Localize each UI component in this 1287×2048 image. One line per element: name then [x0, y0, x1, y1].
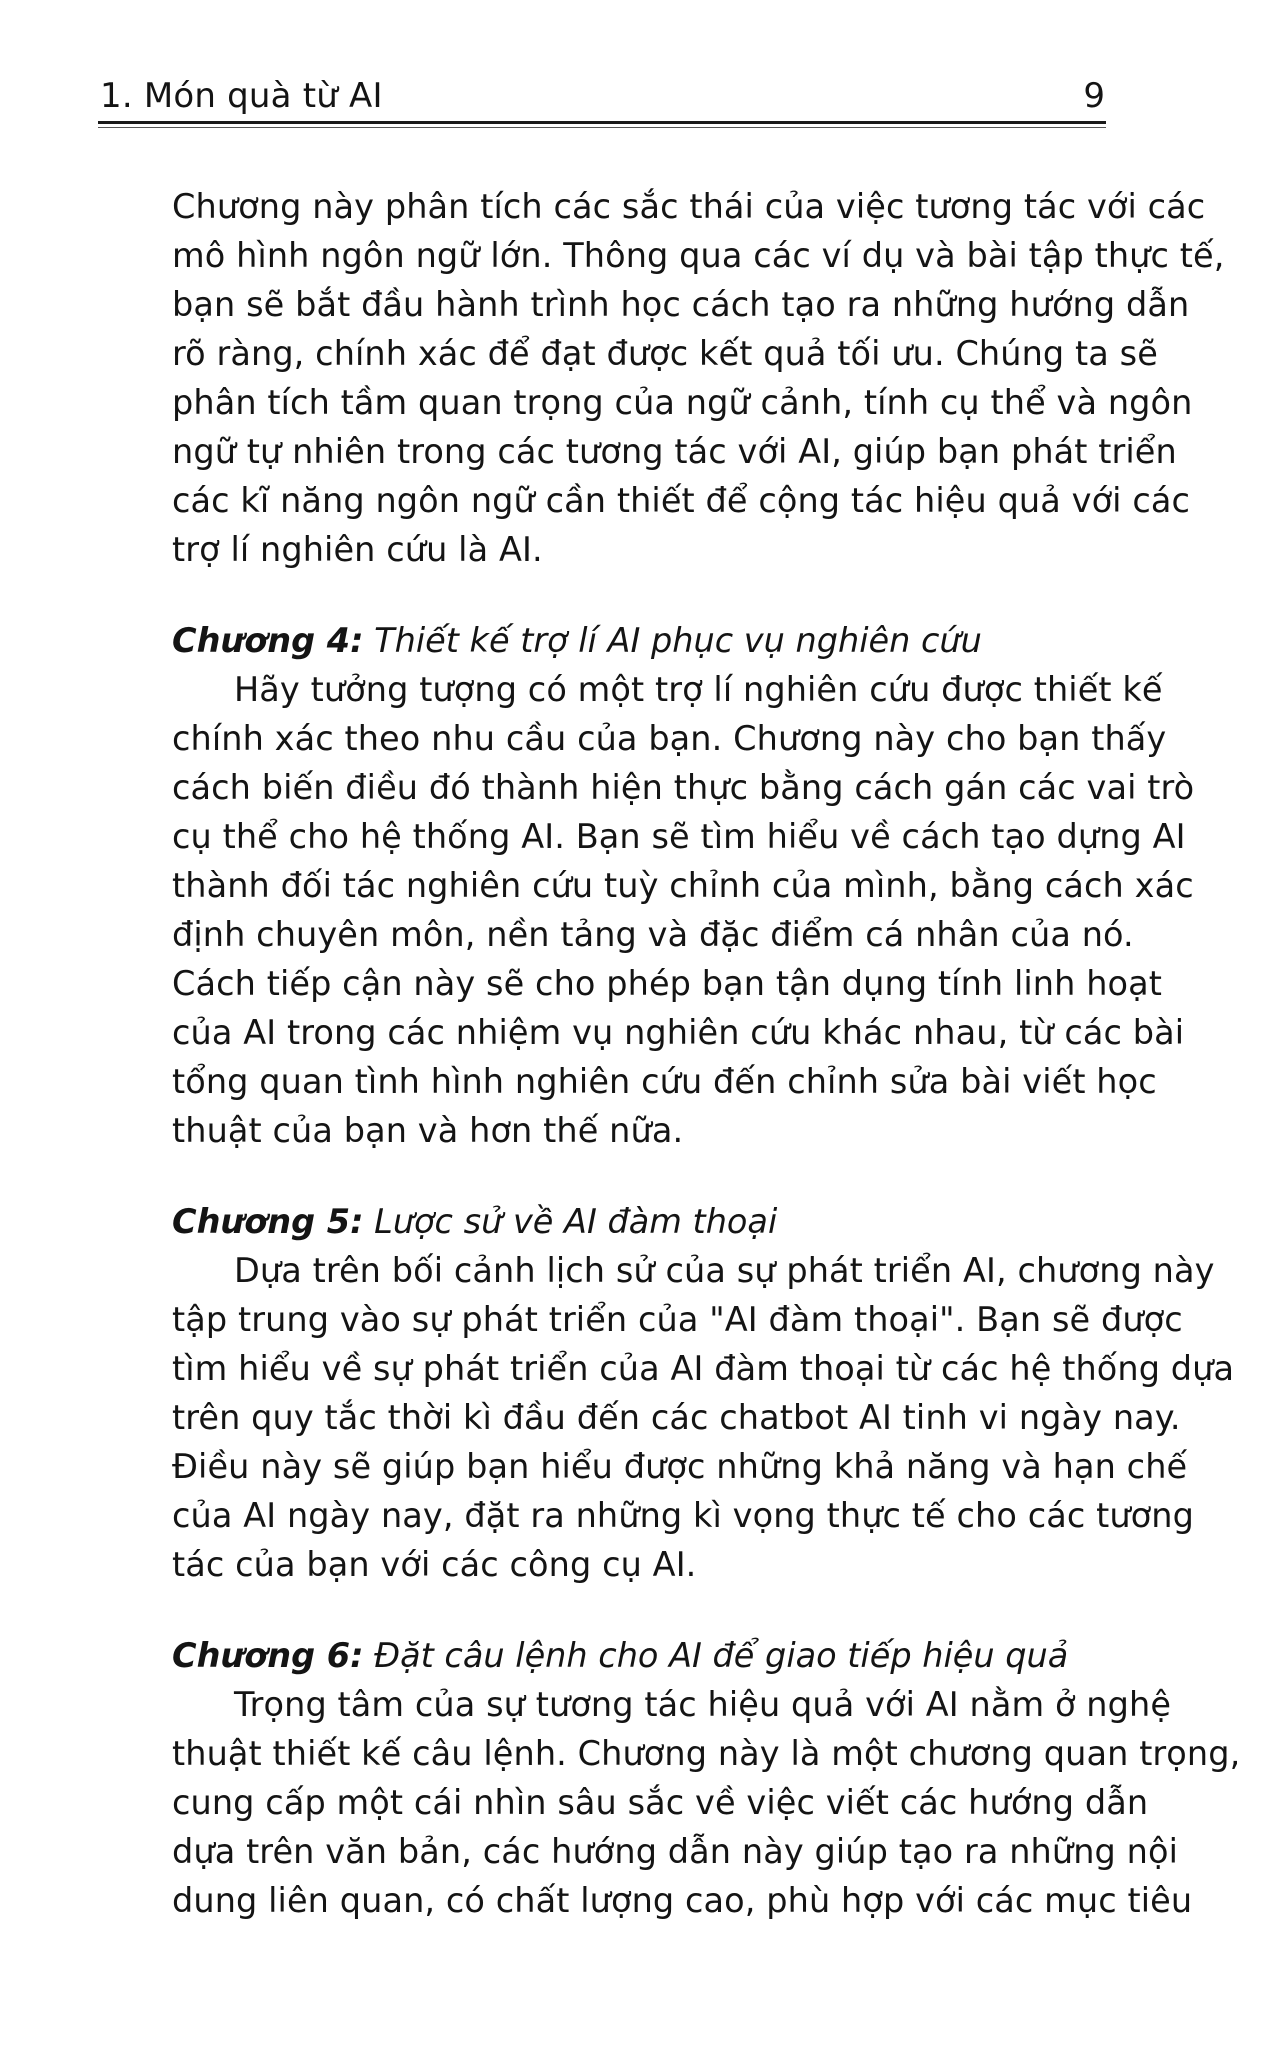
text-line: Chương này phân tích các sắc thái của việc tương tác với các [172, 187, 1206, 226]
chapter-4-paragraph [172, 665, 1195, 1155]
chapter-4-heading [172, 616, 1107, 665]
chapter-6-paragraph [172, 1680, 1241, 1925]
text-line: bạn sẽ bắt đầu hành trình học cách tạo ra những hướng dẫn [172, 285, 1190, 324]
text-line: cách biến điều đó thành hiện thực bằng cách gán các vai trò [172, 768, 1195, 807]
text-line: tác của bạn với các công cụ AI. [172, 1545, 697, 1584]
text-line: thành đối tác nghiên cứu tuỳ chỉnh của mình, bằng cách xác [172, 866, 1194, 905]
text-line: ngữ tự nhiên trong các tương tác với AI, giúp bạn phát triển [172, 432, 1177, 471]
text-line: Điều này sẽ giúp bạn hiểu được những khả năng và hạn chế [172, 1447, 1188, 1486]
text-line: Trọng tâm của sự tương tác hiệu quả với AI nằm ở nghệ [234, 1685, 1172, 1724]
text-line: dung liên quan, có chất lượng cao, phù hợp với các mục tiêu [172, 1881, 1193, 1920]
text-line: mô hình ngôn ngữ lớn. Thông qua các ví dụ và bài tập thực tế, [172, 236, 1225, 275]
text-line: tìm hiểu về sự phát triển của AI đàm thoại từ các hệ thống dựa [172, 1349, 1235, 1388]
text-line: thuật của bạn và hơn thế nữa. [172, 1111, 684, 1150]
text-line: phân tích tầm quan trọng của ngữ cảnh, tính cụ thể và ngôn [172, 383, 1193, 422]
chapter-5-paragraph [172, 1246, 1235, 1589]
text-line: tập trung vào sự phát triển của "AI đàm thoại". Bạn sẽ được [172, 1300, 1183, 1339]
text-line: cụ thể cho hệ thống AI. Bạn sẽ tìm hiểu về cách tạo dựng AI [172, 817, 1186, 856]
text-line: trên quy tắc thời kì đầu đến các chatbot AI tinh vi ngày nay. [172, 1398, 1181, 1437]
chapter-title: 1. Món quà từ AI [100, 76, 383, 116]
text-line: của AI trong các nhiệm vụ nghiên cứu khác nhau, từ các bài [172, 1013, 1185, 1052]
chapter-5-heading [172, 1197, 1107, 1246]
chapter-6-title: Đặt câu lệnh cho AI để giao tiếp hiệu quả [374, 1636, 1069, 1675]
intro-paragraph [172, 182, 1225, 574]
text-line: Cách tiếp cận này sẽ cho phép bạn tận dụng tính linh hoạt [172, 964, 1163, 1003]
text-line: tổng quan tình hình nghiên cứu đến chỉnh sửa bài viết học [172, 1062, 1157, 1101]
text-line: của AI ngày nay, đặt ra những kì vọng thực tế cho các tương [172, 1496, 1194, 1535]
text-line: định chuyên môn, nền tảng và đặc điểm cá nhân của nó. [172, 915, 1134, 954]
text-line: chính xác theo nhu cầu của bạn. Chương này cho bạn thấy [172, 719, 1167, 758]
body-text [172, 182, 1241, 1925]
text-line: Hãy tưởng tượng có một trợ lí nghiên cứu được thiết kế [234, 670, 1163, 709]
text-line: cung cấp một cái nhìn sâu sắc về việc viết các hướng dẫn [172, 1783, 1149, 1822]
chapter-6-label: Chương 6: [172, 1636, 364, 1675]
chapter-5-title: Lược sử về AI đàm thoại [374, 1202, 778, 1241]
chapter-4-title: Thiết kế trợ lí AI phục vụ nghiên cứu [374, 621, 982, 660]
text-line: trợ lí nghiên cứu là AI. [172, 530, 543, 569]
header-rule-thin [98, 127, 1106, 128]
page-number: 9 [1083, 76, 1105, 116]
text-line: dựa trên văn bản, các hướng dẫn này giúp tạo ra những nội [172, 1832, 1178, 1871]
running-header [100, 72, 1105, 124]
chapter-5-label: Chương 5: [172, 1202, 364, 1241]
header-rule [98, 121, 1106, 124]
text-line: rõ ràng, chính xác để đạt được kết quả tối ưu. Chúng ta sẽ [172, 334, 1158, 373]
chapter-4-label: Chương 4: [172, 621, 364, 660]
chapter-6-heading [172, 1631, 1107, 1680]
text-line: các kĩ năng ngôn ngữ cần thiết để cộng tác hiệu quả với các [172, 481, 1190, 520]
text-line: thuật thiết kế câu lệnh. Chương này là một chương quan trọng, [172, 1734, 1241, 1773]
text-line: Dựa trên bối cảnh lịch sử của sự phát triển AI, chương này [234, 1251, 1215, 1290]
